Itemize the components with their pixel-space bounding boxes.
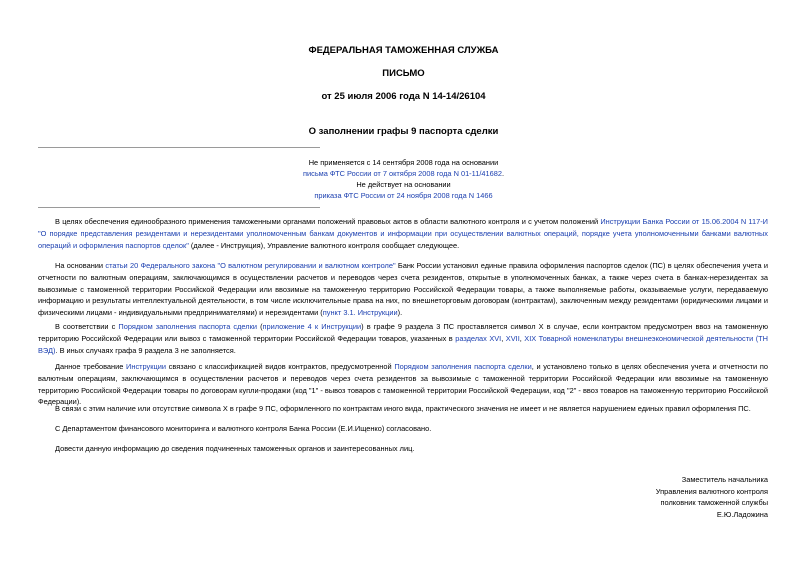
paragraph-4: Данное требование Инструкции связано с классификацией видов контрактов, предусмотренной Порядком заполнения паспорта сделки, и установлено только в целях обеспечения учета и отчетности по валютным операциям, заключающимся в осуществлении расчетов и переводов через счета резидентов за вывозимые с таможенной территории Российской Федерации или ввозимые на таможенную территорию Российской Федерации товары по договорам купли-продажи (код "1" - вывоз товаров с таможенной территории Российской Федерации, код "2" - ввоз товаров на таможенную территорию Российской Федерации). [38,362,768,407]
signature-block [468,474,768,520]
status-note-line4 [0,190,807,202]
link-appendix-4[interactable]: приложение 4 к Инструкции [262,322,362,331]
link-point-3-1[interactable]: пункт 3.1. Инструкции [322,308,398,318]
status-link-order[interactable]: приказа ФТС России от 24 ноября 2008 года N 1466 [314,191,493,200]
link-ps-procedure-2[interactable]: Порядком заполнения паспорта сделки [394,362,532,371]
paragraph-6: С Департаментом финансового мониторинга и валютного контроля Банка России (Е.И.Ищенко) согласовано. [55,424,432,433]
link-instruction-117[interactable]: Инструкции Банка России от 15.06.2004 N 117-И "О порядке представления резидентами и нерезидентами уполномоченным банкам документов и информации при осуществлении валютных операций, порядке учета уполномоченными банками валютных операций и оформления паспортов сделок" [38,217,768,250]
signature-department: Управления валютного контроля [655,486,768,496]
signature-rank: полковник таможенной службы [660,498,768,507]
link-article-20[interactable]: статьи 20 Федерального закона "О валютном регулировании и валютном контроле" [105,261,396,270]
link-section-xix[interactable]: XIX Товарной номенклатуры внешнеэкономической деятельности (ТН ВЭД) [38,333,769,355]
agency-title: ФЕДЕРАЛЬНАЯ ТАМОЖЕННАЯ СЛУЖБА [308,45,499,56]
link-ps-procedure[interactable]: Порядком заполнения паспорта сделки [118,322,257,331]
paragraph-5: В связи с этим наличие или отсутствие символа Х в графе 9 ПС, оформленного по контрактам иного вида, практического значения не имеет и не является нарушением единых правил оформления ПС. [55,404,751,413]
link-section-xvi[interactable]: разделах XVI [455,333,502,343]
document-date-number: от 25 июля 2006 года N 14-14/26104 [321,91,486,102]
status-note-line1: Не применяется с 14 сентября 2008 года на основании [308,158,499,167]
link-section-xvii[interactable]: XVII [505,333,520,343]
paragraph-3: В соответствии с Порядком заполнения паспорта сделки (приложение 4 к Инструкции) в графе 9 раздела 3 ПС проставляется символ Х в случае, если контрактом предусмотрен ввоз на таможенную территорию Российской Федерации или вывоз с таможенной территории Российской Федерации товаров, указанных в разделах XVI, XVII, XIX Товарной номенклатуры внешнеэкономической деятельности (ТН ВЭД). В иных случаях графа 9 раздела 3 не заполняется. [38,322,769,355]
status-note-line3: Не действует на основании [356,180,451,189]
status-link-letter[interactable]: письма ФТС России от 7 октября 2008 года N 01-11/41682 [303,169,502,178]
document-subject: О заполнении графы 9 паспорта сделки [308,126,499,137]
signature-name: Е.Ю.Ладожина [716,509,768,519]
paragraph-7: Довести данную информацию до сведения подчиненных таможенных органов и заинтересованных лиц. [55,444,415,453]
document-type: ПИСЬМО [382,68,425,79]
link-instruction[interactable]: Инструкции [126,362,166,371]
bottom-divider [38,207,320,208]
signature-position: Заместитель начальника [681,475,768,484]
top-divider [38,147,320,148]
paragraph-2: На основании статьи 20 Федерального закона "О валютном регулировании и валютном контроле" Банк России установил единые правила оформления паспортов сделок (ПС) в целях обеспечения учета и отчетности по валютным операциям, заключающимся в осуществлении расчетов и переводов через счета резидентов, открытые в уполномоченных банках, а также через счета в банках-нерезидентах за вывозимые с таможенной территории Российской Федерации или ввозимые на таможенную территорию Российской Федерации товары, а также выполняемые работы, оказываемые услуги, передаваемую информацию и результаты интеллектуальной деятельности, в том числе исключительные права на них, по внешнеторговым договорам (контрактам), заключенным между резидентами (юридическими лицами и физическими лицами - индивидуальными предпринимателями) и нерезидентами (пункт 3.1. Инструкции). [38,261,769,318]
status-note-line2: письма ФТС России от 7 октября 2008 года N 01-11/41682. [303,169,504,178]
paragraph-1: В целях обеспечения единообразного применения таможенными органами положений правовых актов в области валютного контроля и с учетом положений Инструкции Банка России от 15.06.2004 N 117-И "О порядке представления резидентами и нерезидентами уполномоченным банкам документов и информации при осуществлении валютных операций, порядке учета уполномоченными банками валютных операций и оформления паспортов сделок" (далее - Инструкция), Управление валютного контроля сообщает следующее. [38,217,768,250]
